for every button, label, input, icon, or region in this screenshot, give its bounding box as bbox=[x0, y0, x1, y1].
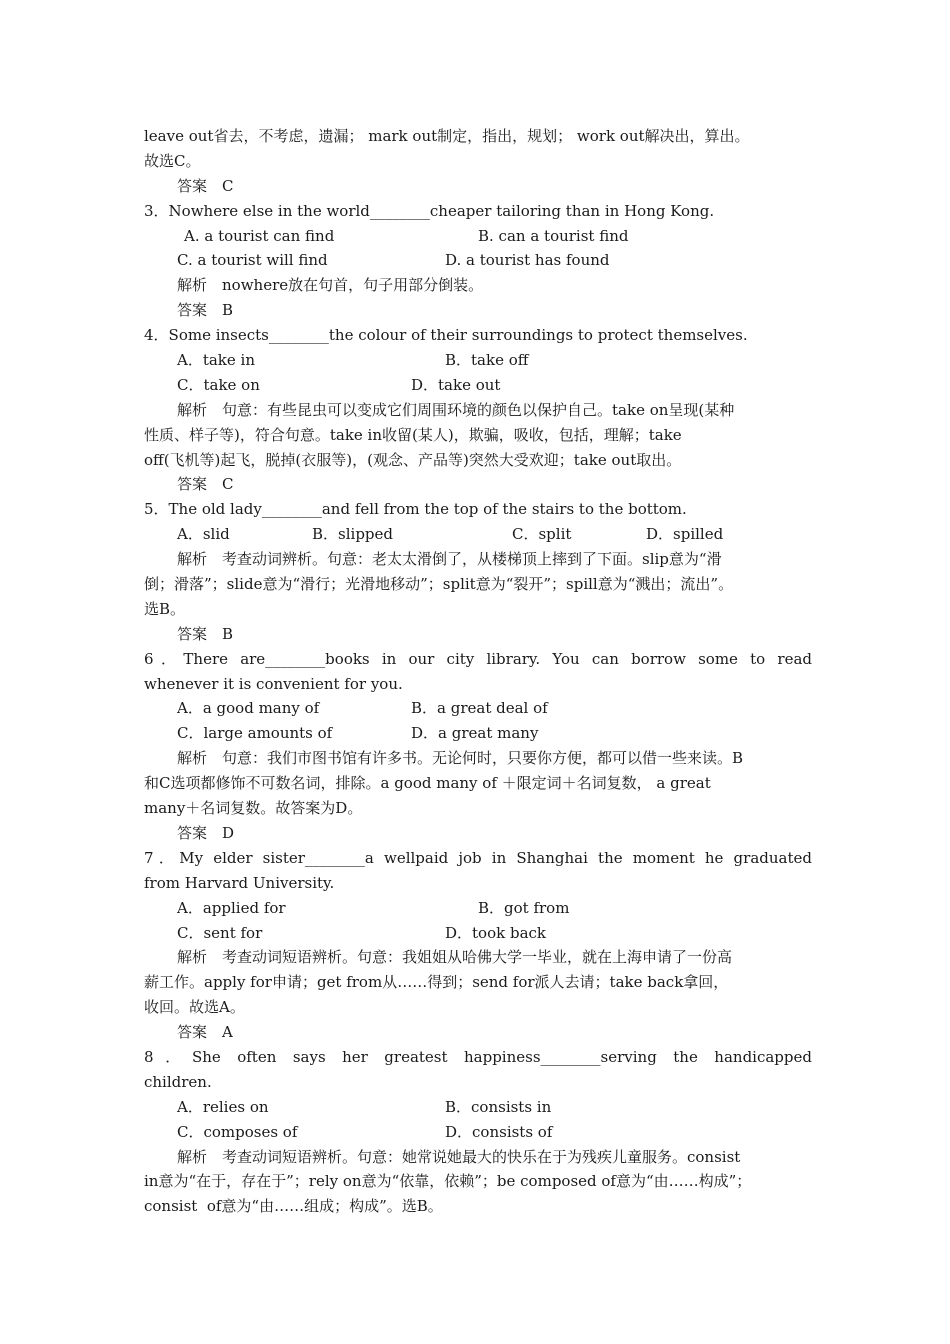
text-line: from Harvard University. bbox=[144, 873, 335, 892]
text-line: 薪工作。apply for申请；get from从……得到；send for派人去请；take back拿回， bbox=[144, 973, 729, 992]
options-line bbox=[144, 248, 812, 273]
options-line bbox=[144, 348, 812, 373]
option-a: C．large amounts of bbox=[177, 724, 333, 743]
option-b: B．a great deal of bbox=[411, 699, 548, 718]
text-line: in意为“在于，存在于”；rely on意为“依靠，依赖”；be composed of意为“由……构成”； bbox=[144, 1172, 752, 1191]
text-line: 5．The old lady________and fell from the top of the stairs to the bottom. bbox=[144, 500, 687, 519]
text-line: 4．Some insects________the colour of their surroundings to protect themselves. bbox=[144, 326, 748, 345]
text-line: 解析 考查动词辨析。句意：老太太滑倒了，从楼梯顶上摔到了下面。slip意为“滑 bbox=[177, 550, 722, 569]
option-b: B．consists in bbox=[445, 1097, 552, 1116]
option-b: D．take out bbox=[411, 375, 501, 394]
text-line: 答案 C bbox=[177, 475, 234, 494]
text-line: 性质、样子等)，符合句意。take in收留(某人)，欺骗，吸收，包括，理解；take bbox=[144, 425, 682, 444]
text-line: 故选C。 bbox=[144, 151, 201, 170]
text-line: 答案 D bbox=[177, 823, 235, 842]
text-line: 答案 B bbox=[177, 624, 234, 643]
option-b: B．slipped bbox=[312, 525, 393, 544]
text-line: 解析 nowhere放在句首，句子用部分倒装。 bbox=[177, 276, 484, 295]
option-a: A. a tourist can find bbox=[184, 226, 335, 245]
option-a: A．relies on bbox=[177, 1097, 269, 1116]
text-line: 7．My elder sister________a wellpaid job in Shanghai the moment he graduated bbox=[144, 848, 812, 867]
options-line bbox=[144, 522, 812, 547]
option-a: C. a tourist will find bbox=[177, 251, 328, 270]
text-line: 解析 考查动词短语辨析。句意：我姐姐从哈佛大学一毕业，就在上海申请了一份高 bbox=[177, 948, 733, 967]
text-line: 收回。故选A。 bbox=[144, 998, 245, 1017]
text-line: 选B。 bbox=[144, 599, 186, 618]
option-a: A．applied for bbox=[177, 898, 286, 917]
option-d: D．spilled bbox=[646, 525, 724, 544]
option-b: D．consists of bbox=[445, 1122, 553, 1141]
option-a: A．slid bbox=[177, 525, 230, 544]
options-line bbox=[144, 721, 812, 746]
text-line: consist of意为“由……组成；构成”。选B。 bbox=[144, 1197, 443, 1216]
options-line bbox=[144, 921, 812, 946]
text-line: 6．There are________books in our city library. You can borrow some to read bbox=[144, 649, 812, 668]
text-line: 答案 C bbox=[177, 176, 234, 195]
text-line: 答案 B bbox=[177, 301, 234, 320]
options-line bbox=[144, 373, 812, 398]
options-line bbox=[144, 1095, 812, 1120]
option-b: D. a tourist has found bbox=[445, 251, 610, 270]
text-line: 8．She often says her greatest happiness________serving the handicapped bbox=[144, 1047, 812, 1066]
text-line: leave out省去，不考虑，遗漏； mark out制定，指出，规划； work out解决出，算出。 bbox=[144, 127, 750, 145]
option-c: C．split bbox=[512, 525, 572, 544]
option-a: A．a good many of bbox=[177, 699, 320, 718]
option-b: D．a great many bbox=[411, 724, 539, 743]
text-line: 倒；滑落”；slide意为“滑行；光滑地移动”；split意为“裂开”；spill意为“溅出；流出”。 bbox=[144, 575, 734, 594]
option-b: B．take off bbox=[445, 351, 529, 370]
text-line: 解析 句意：有些昆虫可以变成它们周围环境的颜色以保护自己。take on呈现(某种 bbox=[177, 400, 735, 419]
text-line: 和C选项都修饰不可数名词，排除。a good many of ＋限定词＋名词复数， a great bbox=[144, 774, 711, 793]
options-line bbox=[144, 1120, 812, 1145]
text-line: 解析 考查动词短语辨析。句意：她常说她最大的快乐在于为残疾儿童服务。consist bbox=[177, 1147, 741, 1166]
text-line: many＋名词复数。故答案为D。 bbox=[144, 799, 363, 818]
option-a: C．sent for bbox=[177, 923, 263, 942]
text-line: 3．Nowhere else in the world________cheaper tailoring than in Hong Kong. bbox=[144, 201, 715, 220]
option-b: B. can a tourist find bbox=[478, 226, 629, 245]
text-line: whenever it is convenient for you. bbox=[144, 674, 403, 693]
document-body bbox=[144, 124, 812, 1219]
options-line bbox=[144, 696, 812, 721]
options-line bbox=[144, 224, 812, 249]
text-line: 答案 A bbox=[177, 1023, 233, 1042]
text-line: children. bbox=[144, 1072, 212, 1091]
options-line bbox=[144, 896, 812, 921]
option-b: B．got from bbox=[478, 898, 570, 917]
option-a: C．take on bbox=[177, 375, 260, 394]
option-a: C．composes of bbox=[177, 1122, 298, 1141]
option-b: D．took back bbox=[445, 923, 547, 942]
text-line: 解析 句意：我们市图书馆有许多书。无论何时，只要你方便，都可以借一些来读。B bbox=[177, 749, 744, 768]
text-line: off(飞机等)起飞，脱掉(衣服等)，(观念、产品等)突然大受欢迎；take out取出。 bbox=[144, 450, 682, 469]
option-a: A．take in bbox=[177, 351, 255, 370]
